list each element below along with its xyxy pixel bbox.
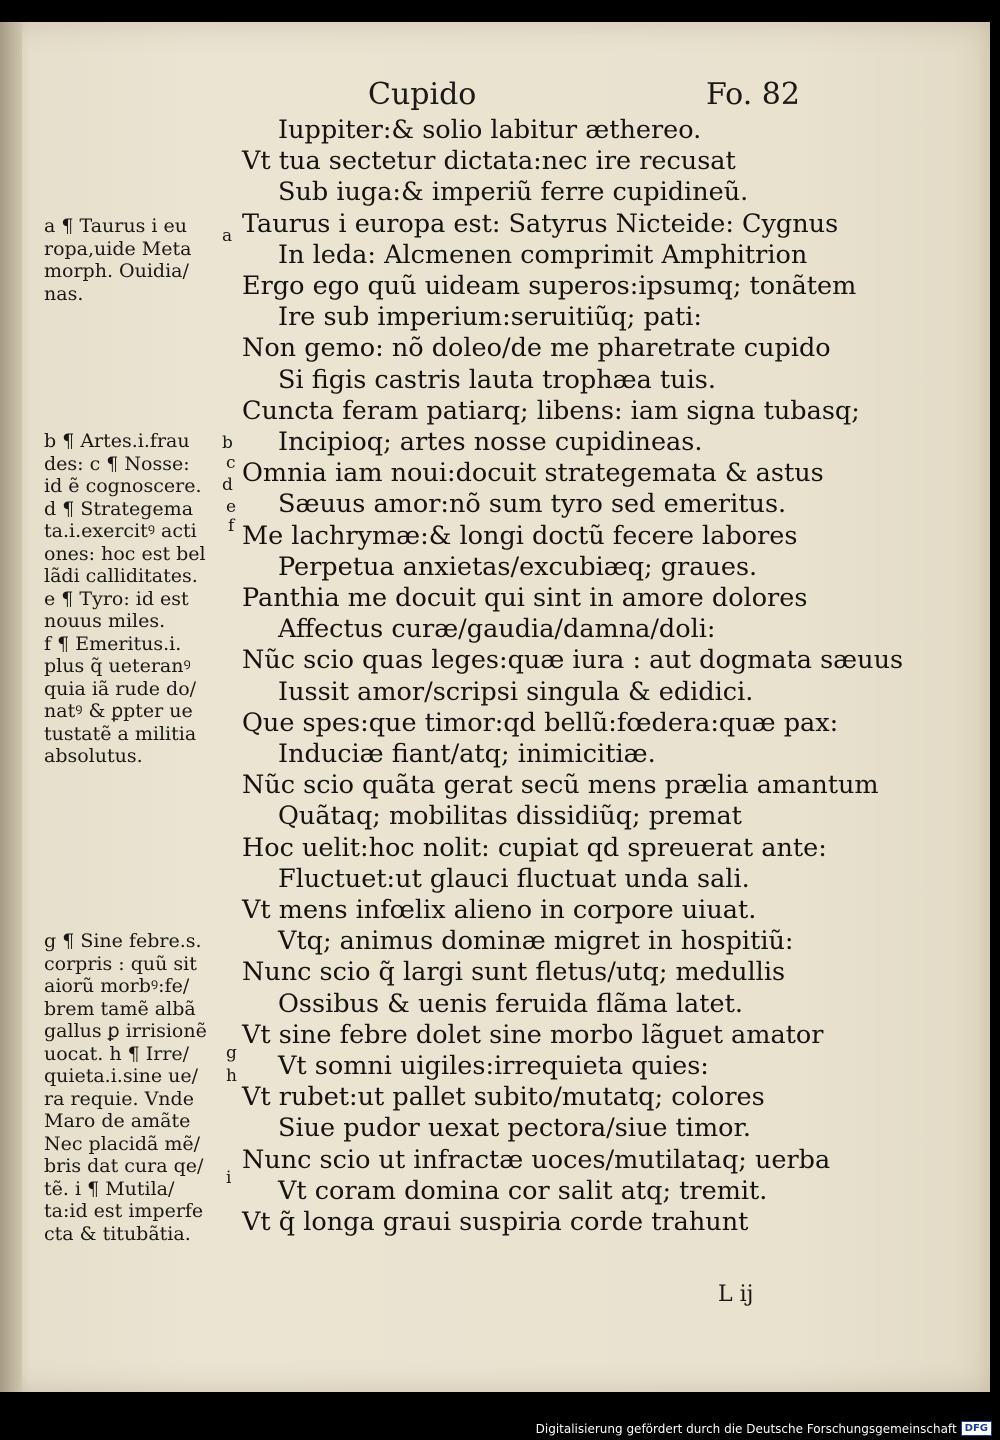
note-marker: b — [222, 433, 233, 453]
marginal-note-line: f ¶ Emeritus.i. — [44, 632, 182, 655]
verse-line: Iussit amor/scripsi singula & edidici. — [278, 676, 754, 707]
verse-line: Non gemo: nõ doleo/de me pharetrate cupido — [242, 333, 831, 364]
folio-number: Fo. 82 — [706, 77, 800, 112]
marginal-note-line: bris dat cura qe/ — [44, 1155, 204, 1177]
verse-line: Nunc scio q̃ largi sunt fletus/utq; medullis — [242, 957, 786, 988]
verse-line: Vtq; animus dominæ migret in hospitiũ: — [278, 926, 794, 957]
marginal-note-line: quia iã rude do/ — [44, 677, 197, 700]
verse-line: Incipioq; artes nosse cupidineas. — [278, 427, 703, 457]
verse-line: Si figis castris lauta trophæa tuis. — [278, 364, 716, 395]
marginal-note-line: natꝰ & ꝑpter ue — [44, 700, 193, 722]
marginal-note-line: Nec placidã mẽ/ — [44, 1132, 201, 1155]
marginal-note-line: g ¶ Sine febre.s. — [44, 930, 202, 952]
verse-line: Cuncta feram patiarq; libens: iam signa tubasq; — [242, 395, 860, 426]
verse-line: Vt coram domina cor salit atq; tremit. — [278, 1175, 768, 1206]
book-page — [0, 22, 990, 1392]
verse-line: Vt somni uigiles:irrequieta quies: — [278, 1051, 709, 1081]
marginal-note-line: aiorũ morbꝰ:fe/ — [44, 975, 190, 997]
verse-line: Hoc uelit:hoc nolit: cupiat qd spreuerat ante: — [242, 832, 827, 863]
marginal-note-line: d ¶ Strategema — [44, 497, 194, 520]
marginal-note-line: des: c ¶ Nosse: — [44, 452, 190, 475]
footer-credit: Digitalisierung gefördert durch die Deutsche Forschungsgemeinschaft — [535, 1421, 957, 1436]
marginal-note-line: b ¶ Artes.i.frau — [44, 430, 190, 452]
marginal-note-line: nouus miles. — [44, 610, 166, 632]
verse-line: Nũc scio quãta gerat secũ mens prælia amantum — [242, 770, 879, 801]
verse-line: Vt q̃ longa graui suspiria corde trahunt — [242, 1207, 749, 1237]
verse-line: Ossibus & uenis feruida flãma latet. — [278, 988, 743, 1019]
verse-line: Taurus i europa est: Satyrus Nicteide: Cygnus — [242, 208, 839, 239]
verse-line: Ire sub imperium:seruitiũq; pati: — [278, 302, 702, 333]
marginal-note-line: nas. — [44, 282, 84, 305]
dfg-logo: DFG — [961, 1421, 992, 1436]
verse-line: Quãtaq; mobilitas dissidiũq; premat — [278, 801, 742, 832]
marginal-note-line: e ¶ Tyro: id est — [44, 587, 189, 610]
marginal-note-line: quieta.i.sine ue/ — [44, 1065, 199, 1087]
verse-line: Affectus curæ/gaudia/damna/doli: — [278, 614, 716, 645]
verse-line: Fluctuet:ut glauci fluctuat unda sali. — [278, 863, 750, 894]
marginal-note-line: id ẽ cognoscere. — [44, 475, 202, 497]
verse-line: Omnia iam noui:docuit strategemata & astus — [242, 458, 824, 489]
page-gutter — [0, 22, 22, 1392]
marginal-note-line: absolutus. — [44, 745, 143, 767]
marginal-note-line: ta:id est imperfe — [44, 1200, 204, 1222]
note-marker: e — [226, 497, 237, 517]
verse-line: Vt rubet:ut pallet subito/mutatq; colores — [242, 1082, 765, 1113]
verse-line: Perpetua anxietas/excubiæq; graues. — [278, 551, 758, 582]
verse-line: Induciæ fiant/atq; inimicitiæ. — [278, 739, 656, 769]
digitization-footer — [536, 1421, 992, 1436]
marginal-note-line: tẽ. i ¶ Mutila/ — [44, 1177, 175, 1200]
verse-line: Vt mens infœlix alieno in corpore uiuat. — [242, 895, 757, 925]
verse-line: Vt tua sectetur dictata:nec ire recusat — [242, 146, 736, 177]
verse-line: Vt sine febre dolet sine morbo lãguet amator — [242, 1019, 824, 1050]
catchword: L ij — [718, 1282, 754, 1307]
marginal-note-line: lãdi calliditates. — [44, 565, 198, 587]
verse-line: In leda: Alcmenen comprimit Amphitrion — [278, 239, 808, 270]
marginal-note-line: ta.i.exercitꝰ acti — [44, 520, 197, 542]
marginal-note-line: ra requie. Vnde — [44, 1087, 194, 1110]
verse-line: Nunc scio ut infractæ uoces/mutilataq; uerba — [242, 1144, 831, 1175]
marginal-note-line: plus q̃ ueteranꝰ — [44, 655, 191, 677]
marginal-note-line: Maro de amãte — [44, 1110, 191, 1132]
verse-line: Siue pudor uexat pectora/siue timor. — [278, 1113, 751, 1144]
marginal-note-line: cta & titubãtia. — [44, 1222, 191, 1245]
marginal-note-line: ones: hoc est bel — [44, 542, 206, 565]
marginal-note-line: corpris : quũ sit — [44, 952, 197, 975]
marginal-note-line: tustatẽ a militia — [44, 722, 197, 745]
running-title: Cupido — [368, 77, 477, 112]
note-marker: a — [222, 226, 233, 246]
marginal-note-line: morph. Ouidia/ — [44, 260, 189, 282]
marginal-note-line: a ¶ Taurus i eu — [44, 215, 187, 237]
verse-line: Me lachrymæ:& longi doctũ fecere labores — [242, 520, 798, 551]
verse-line: Nũc scio quas leges:quæ iura : aut dogmata sæuus — [242, 645, 904, 676]
marginal-note-line: ropa,uide Meta — [44, 237, 192, 260]
marginal-note-line: uocat. h ¶ Irre/ — [44, 1042, 190, 1065]
verse-line: Iuppiter:& solio labitur æthereo. — [278, 115, 702, 145]
note-marker: f — [228, 516, 235, 536]
verse-line: Panthia me docuit qui sint in amore dolores — [242, 583, 808, 613]
marginal-note-line: gallus ꝑ irrisionẽ — [44, 1020, 207, 1042]
note-marker: d — [222, 475, 233, 495]
note-marker: i — [226, 1168, 232, 1188]
verse-line: Sub iuga:& imperiũ ferre cupidineũ. — [278, 177, 749, 208]
verse-line: Sæuus amor:nõ sum tyro sed emeritus. — [278, 489, 787, 520]
verse-line: Ergo ego quũ uideam superos:ipsumq; tonãtem — [242, 271, 857, 301]
note-marker: h — [226, 1066, 237, 1086]
note-marker: c — [226, 453, 236, 473]
note-marker: g — [226, 1043, 237, 1063]
verse-line: Que spes:que timor:qd bellũ:fœdera:quæ pax: — [242, 707, 839, 738]
marginal-note-line: brem tamẽ albã — [44, 997, 196, 1020]
